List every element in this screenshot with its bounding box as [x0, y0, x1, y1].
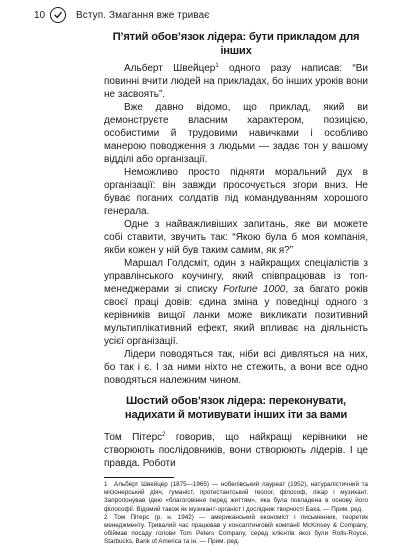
paragraph: Альберт Швейцер$^1$ одного разу написав: “Ви повинні вчити людей на прикладах, бо інших уроків вони не засвоять”.: [104, 63, 369, 100]
footnote: 2 Том Пітерс (р. н. 1942) — американський економіст і письменник, теоретик менеджменту. Тривалий час працював у консалтинговій компанії McKinsey & Company, обіймав посаду голови Tom Peters Company, серед клієнтів якої були Rolls-Royce, Starbucks, Bank of America та ін. — Прим. ред.: [104, 513, 368, 546]
page-header: [34, 4, 380, 26]
paragraph: Лідери поводяться так, ніби всі дивляться на них, бо так і є. І за ними ніхто не стежить, а вони все одно поводяться належним чином.: [104, 349, 368, 386]
page-content: [104, 28, 368, 547]
footnote-ref: 1: [215, 63, 219, 69]
section-heading-fifth-duty: П’ятий обов’язок лідера: бути прикладом для інших: [112, 31, 360, 57]
paragraph: Вже давно відомо, що приклад, який ви демонструєте власним характером, позицією, особистими й трудовими навичками і особливо манерою поводження з людьми — задає тон у вашому відділі або організації.: [104, 102, 368, 165]
paragraph: Маршал Голдсміт, один з найкращих спеціалістів з управлінського коучингу, який співпрацював із топ-менеджерами зі списку Fortune 1000, за багато років своєї праці довів: єдина зміна у поведінці одного з керівників вищої ланки може викликати позитивний мультиплікативний ефект, який впливає на діяльність усієї організації.: [104, 258, 368, 347]
footnote-ref: 2: [162, 432, 166, 438]
paragraph: Том Пітерс$^2$ говорив, що найкращі керівники не створюють послідовників, вони створюють лідерів. І це правда. Роботи: [104, 432, 368, 469]
running-title: Вступ. Змагання вже триває: [76, 9, 210, 21]
footnote: 1 Альберт Швейцер (1875—1965) — нобелівський лауреат (1952), натуралістичний та місіонерський діяч, гуманіст, протестантський теолог, філософ, лікар і музикант. Запропонував ідею «благоговіння перед життям», яка була покладена в основу його філософії. Відомий також як музикант-органіст і дослідник творчості Баха. — Прим. ред.: [104, 481, 368, 513]
section-heading-sixth-duty: Шостий обов’язок лідера: переконувати, надихати й мотивувати інших іти за вами: [124, 395, 348, 421]
paragraph: Неможливо просто підняти моральний дух в організації: він завжди просочується згори вниз. Не буває поганих солдатів під командуванням хорошого генерала.: [104, 167, 368, 217]
paragraph: Одне з найважливіших запитань, яке ви можете собі ставити, звучить так: “Якою була б моя компанія, якби кожен у ній був таким самим, як я?”: [104, 219, 368, 256]
page-number: 10: [34, 9, 46, 21]
circle-checkmark-icon: [50, 7, 66, 23]
footnote-divider: [104, 477, 174, 478]
